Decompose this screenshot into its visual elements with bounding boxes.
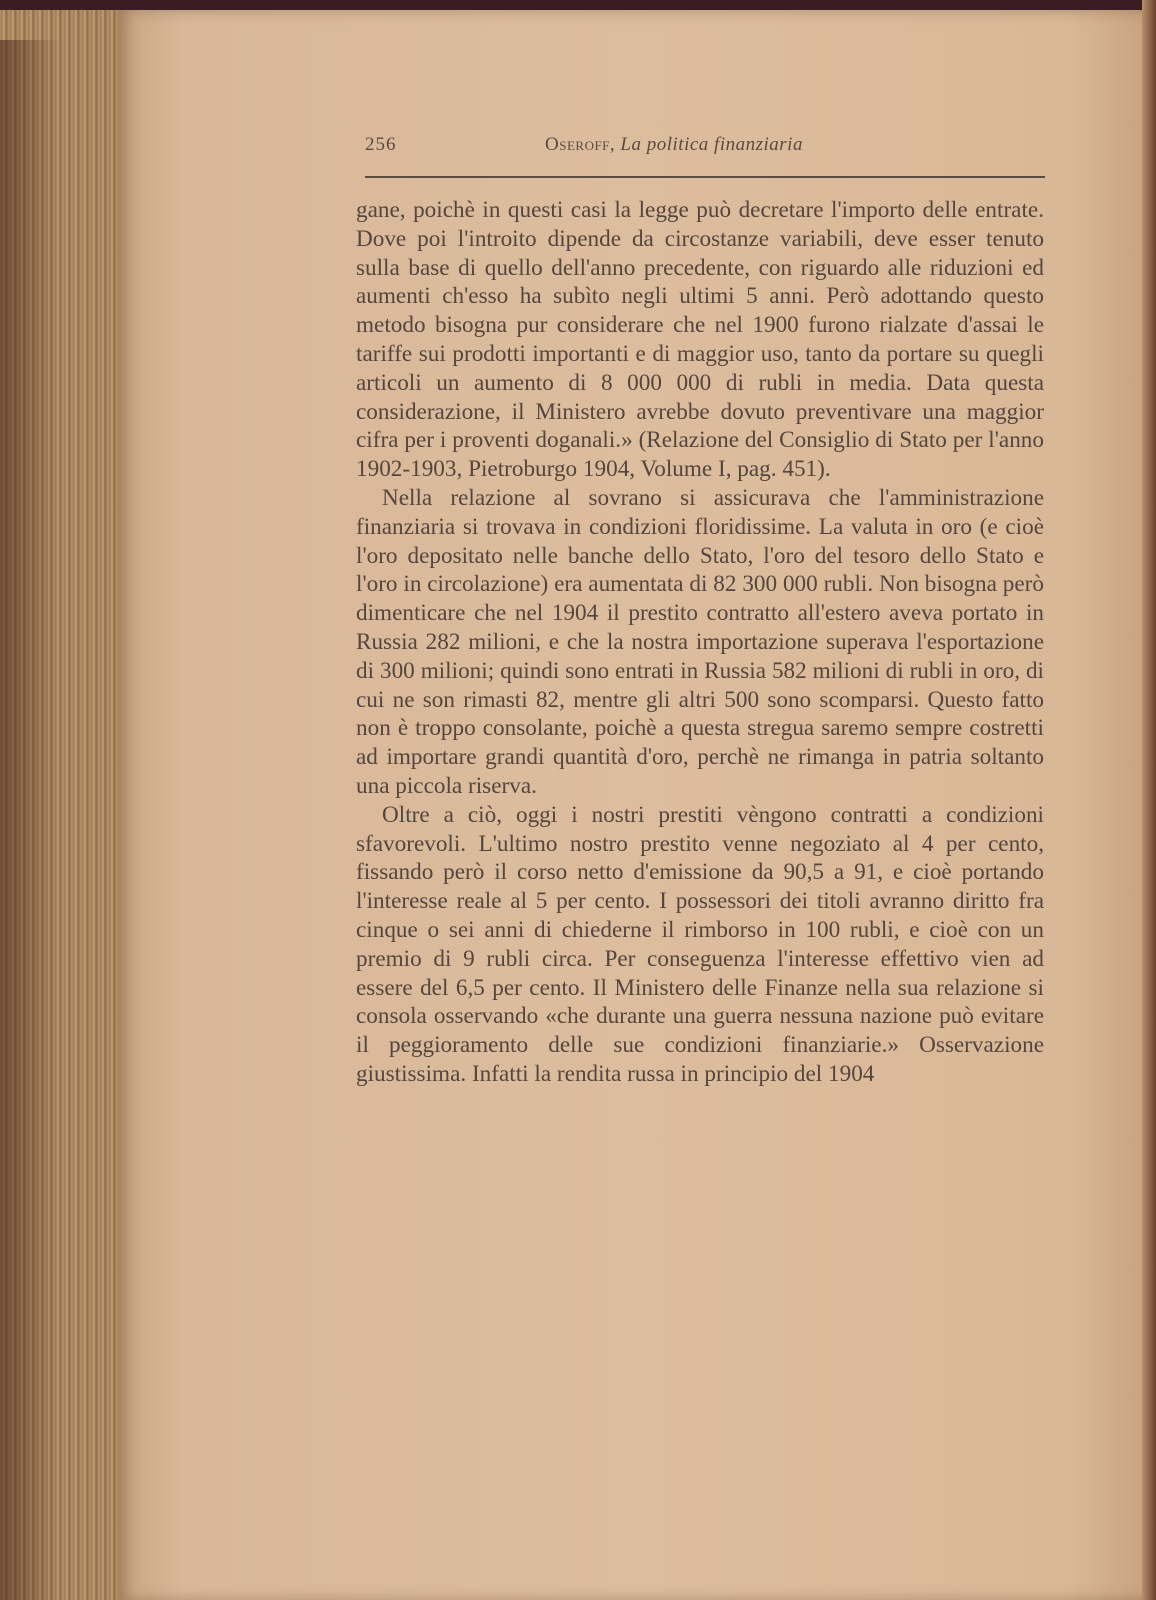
running-title: [545, 134, 803, 156]
header-rule: [365, 176, 1045, 178]
running-title-author: Oseroff,: [545, 134, 616, 155]
page-gutter-shadow: [0, 40, 60, 1600]
body-text: [356, 196, 1044, 1089]
paragraph-2: Nella relazione al sovrano si assicurava che l'amministrazione finanziaria si trovava in condizioni floridissime. La valuta in oro (e cioè l'oro depositato nelle banche dello Stato, l'oro del tesoro dello Stato e l'oro in circolazione) era aumentata di 82 300 000 rubli. Non bisogna però dimenticare che nel 1904 il prestito contratto all'estero aveva portato in Russia 282 milioni, e che la nostra importazione superava l'esportazione di 300 milioni; quindi sono entrati in Russia 582 milioni di rubli in oro, di cui ne son rimasti 82, mentre gli altri 500 sono scomparsi. Questo fatto non è troppo consolante, poichè a questa stregua saremo sempre costretti ad importare grandi quantità d'oro, perchè ne rimanga in patria soltanto una piccola riserva.: [356, 484, 1044, 799]
paragraph-3: Oltre a ciò, oggi i nostri prestiti vèngono contratti a condizioni sfavorevoli. L'ultimo nostro prestito venne negoziato al 4 per cento, fissando però il corso netto d'emissione da 90,5 a 91, e cioè portando l'interesse reale al 5 per cento. I possessori dei titoli avranno diritto fra cinque o sei anni di chiederne il rimborso in 100 rubli, e cioè con un premio di 9 rubli circa. Per conseguenza l'interesse effettivo vien ad essere del 6,5 per cento. Il Ministero delle Finanze nella sua relazione si consola osservando «che durante una guerra nessuna nazione può evitare il peggioramento delle sue condizioni finanziarie.» Osservazione giustissima. Infatti la rendita russa in principio del 1904: [356, 801, 1044, 1087]
book-cover-edge: [1142, 0, 1156, 1600]
running-title-work: La politica finanziaria: [620, 134, 803, 155]
page-number: 256: [365, 134, 397, 155]
running-head: [365, 134, 1045, 164]
paragraph-1: gane, poichè in questi casi la legge può decretare l'importo delle entrate. Dove poi l'introito dipende da circostanze variabili, deve esser tenuto sulla base di quello dell'anno precedente, con riguardo alle riduzioni ed aumenti ch'esso ha subìto negli ultimi 5 anni. Però adottando questo metodo bisogna pur considerare che nel 1900 furono rialzate d'assai le tariffe sui prodotti importanti e di maggior uso, tanto da portare su quegli articoli un aumento di 8 000 000 di rubli in media. Data questa considerazione, il Ministero avrebbe dovuto preventivare una maggior cifra per i proventi doganali.» (Relazione del Consiglio di Stato per l'anno 1902-1903, Pietroburgo 1904, Volume I, pag. 451).: [356, 197, 1044, 483]
